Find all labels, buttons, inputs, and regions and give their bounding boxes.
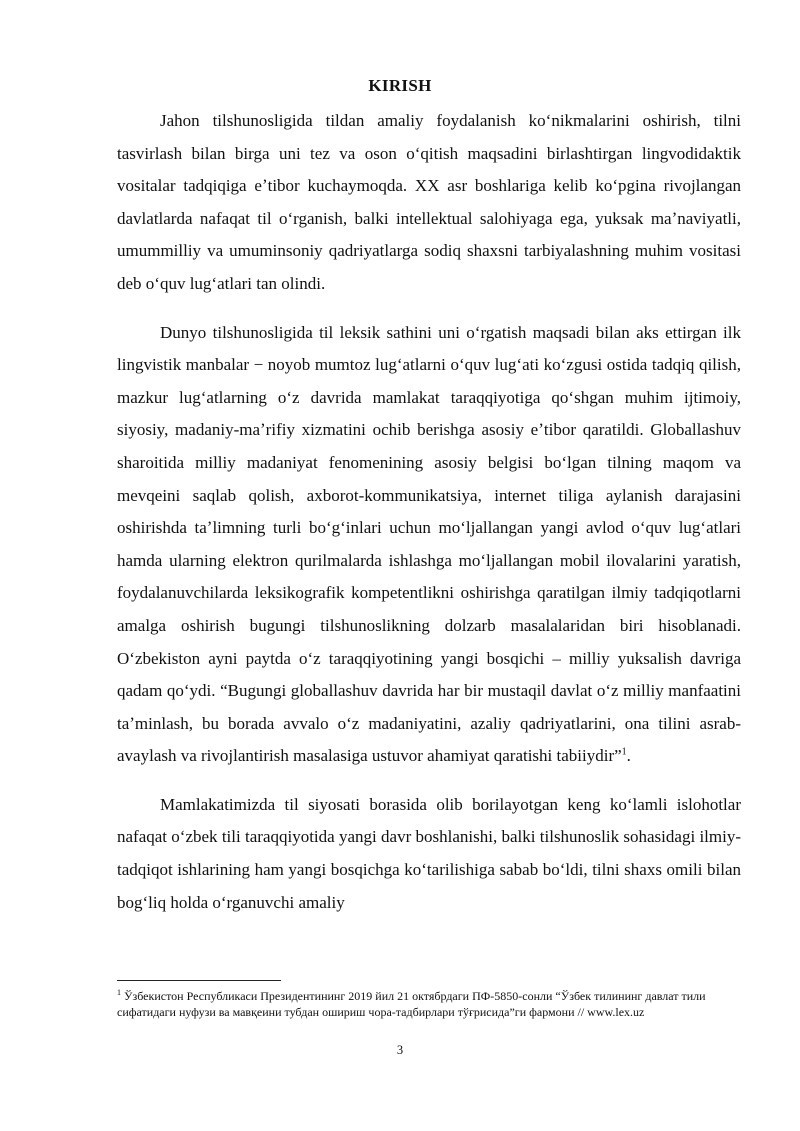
footnote-number: 1 — [117, 988, 121, 997]
paragraph-1: Jahon tilshunosligida tildan amaliy foydalanish koʻnikmalarini oshirish, tilni tasvirlash bilan birga uni tez va oson oʻqitish maqsadini birlashtirgan lingvodidaktik vositalar tadqiqiga eʼtibor kuchaymoqda. XX asr boshlariga kelib koʻpgina rivojlangan davlatlarda nafaqat til oʻrganish, balki intellektual salohiyaga ega, yuksak maʼnaviyatli, umummilliy va umuminsoniy qadriyatlarga sodiq shaxsni tarbiyalashning muhim vositasi deb oʻquv lugʻatlari tan olindi. — [117, 111, 741, 293]
section-heading: KIRISH — [368, 76, 432, 95]
paragraph-2-text: Dunyo tilshunosligida til leksik sathini uni oʻrgatish maqsadi bilan aks ettirgan ilk lingvistik manbalar − noyob mumtoz lugʻatlarni oʻquv lugʻati koʻzgusi ostida tadqiq qilish, mazkur lugʻatlarning oʻz davrida mamlakat taraqqiyotiga qoʻshgan muhim ijtimoiy, siyosiy, madaniy-maʼrifiy xizmatini ochib berishga asosiy eʼtibor qaratildi. Globallashuv sharoitida milliy madaniyat fenomenining asosiy belgisi boʻlgan tilning maqom va mevqeini saqlab qolish, axborot-kommunikatsiya, internet tiliga aylanish darajasini oshirishda taʼlimning turli boʻgʻinlari uchun moʻljallangan yangi avlod oʻquv lugʻatlari hamda ularning elektron qurilmalarda ishlashga moʻljallangan mobil ilovalarini yaratish, foydalanuvchilarda leksikografik kompetentlikni oshirishga qaratilgan ilmiy tadqiqotlarni amalga oshirish bugungi tilshunoslikning dolzarb masalalaridan biri hisoblanadi. Oʻzbekiston ayni paytda oʻz taraqqiyotining yangi bosqichi – milliy yuksalish davriga qadam qoʻydi. “Bugungi globallashuv davrida har bir mustaqil davlat oʻz milliy manfaatini taʼminlash, bu borada avvalo oʻz madaniyatini, azaliy qadriyatlarini, ona tilini asrab-avaylash va rivojlantirish masalasiga ustuvor ahamiyat qaratishi tabiiydir” — [117, 322, 741, 766]
body-text — [117, 105, 741, 919]
paragraph-3: Mamlakatimizda til siyosati borasida olib borilayotgan keng koʻlamli islohotlar nafaqat oʻzbek tili taraqqiyotida yangi davr boshlanishi, balki tilshunoslik sohasidagi ilmiy-tadqiqot ishlarining ham yangi bosqichga koʻtarilishiga sabab boʻldi, tilni shaxs omili bilan bogʻliq holda oʻrganuvchi amaliy — [117, 794, 741, 912]
footnote-separator — [117, 980, 281, 981]
page-number: 3 — [396, 1043, 404, 1057]
paragraph-2-end: . — [626, 746, 631, 766]
footnote — [117, 989, 717, 1020]
footnote-reference[interactable]: 1 — [621, 746, 627, 758]
footnote-text: Ўзбекистон Республикаси Президентининг 2019 йил 21 октябрдаги ПФ-5850-сонли “Ўзбек тилининг давлат тили сифатидаги нуфузи ва мавқеини тубдан ошириш чора-тадбирлари тўғрисида”ги фармони // www.lex.uz — [117, 989, 706, 1019]
paragraph-2 — [117, 317, 741, 773]
